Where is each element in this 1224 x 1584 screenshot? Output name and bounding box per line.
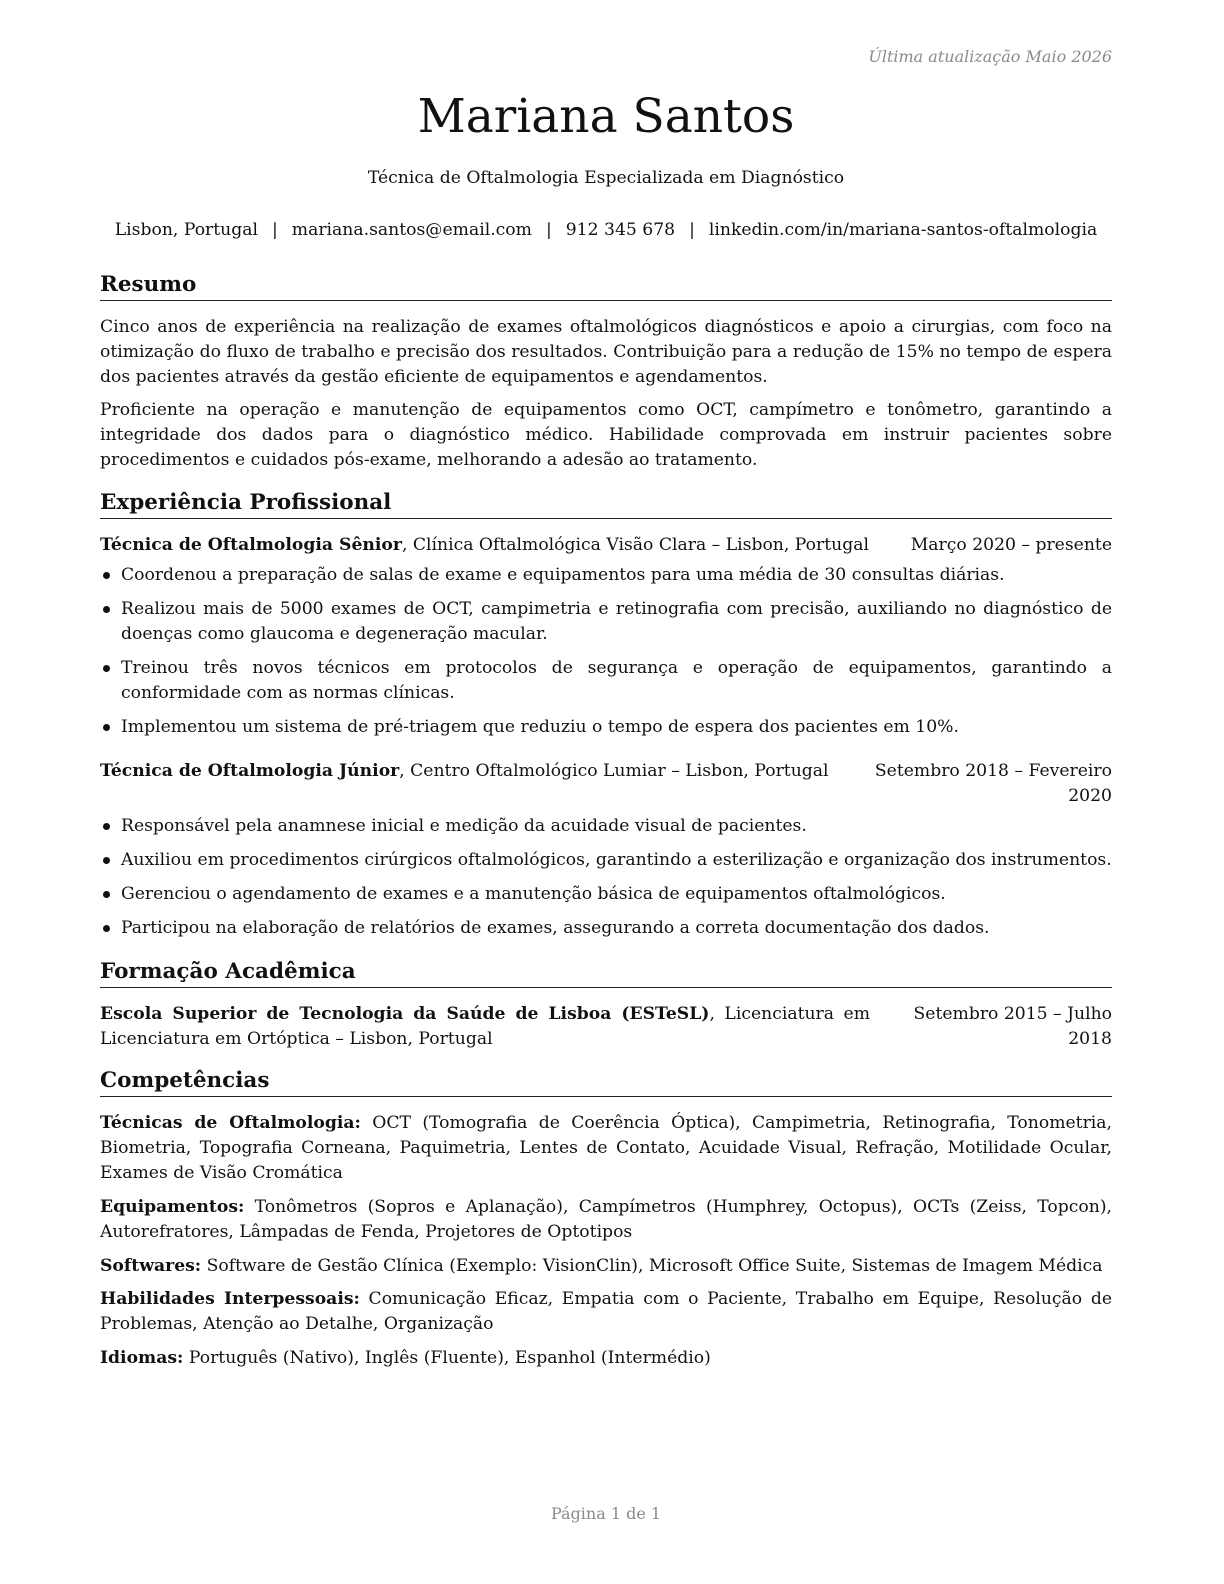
- education-entry: [100, 1002, 1112, 1052]
- list-item: Gerenciou o agendamento de exames e a manutenção básica de equipamentos oftalmológicos.: [100, 882, 1112, 907]
- bullet-icon: [103, 606, 110, 613]
- page-number: Página 1 de 1: [550, 1504, 662, 1523]
- contact-separator: |: [689, 220, 695, 240]
- bullet-icon: [103, 857, 110, 864]
- list-item: Realizou mais de 5000 exames de OCT, campimetria e retinografia com precisão, auxiliando no diagnóstico de doenças como glaucoma e degeneração macular.: [100, 597, 1112, 647]
- job-bullets: [100, 814, 1112, 950]
- bullet-icon: [103, 572, 110, 579]
- job-header: [100, 759, 1112, 809]
- section-title-experience: Experiência Profissional: [100, 489, 1112, 519]
- contact-phone: 912 345 678: [565, 220, 676, 240]
- job-dates: Setembro 2018 – Fevereiro 2020: [874, 761, 1112, 806]
- list-item: Participou na elaboração de relatórios de exames, assegurando a correta documentação dos dados.: [100, 916, 1112, 941]
- contact-location: Lisbon, Portugal: [114, 220, 258, 240]
- skill-label: Habilidades Interpessoais:: [100, 1289, 360, 1309]
- skill-value: Português (Nativo), Inglês (Fluente), Espanhol (Intermédio): [188, 1348, 711, 1368]
- job-role: Técnica de Oftalmologia Júnior: [100, 761, 400, 781]
- job-title-subtitle: Técnica de Oftalmologia Especializada em Diagnóstico: [367, 168, 845, 188]
- job-organization: , Clínica Oftalmológica Visão Clara – Lisbon, Portugal: [401, 535, 869, 555]
- person-name: Mariana Santos: [417, 89, 795, 144]
- section-title-education: Formação Acadêmica: [100, 958, 1112, 988]
- skill-label: Idiomas:: [100, 1348, 184, 1368]
- list-item: Treinou três novos técnicos em protocolos de segurança e operação de equipamentos, garantindo a conformidade com as normas clínicas.: [100, 656, 1112, 706]
- summary-paragraph: Cinco anos de experiência na realização de exames oftalmológicos diagnósticos e apoio a cirurgias, com foco na otimização do fluxo de trabalho e precisão dos resultados. Contribuição para a redução de 15% no tempo de espera dos pacientes através da gestão eficiente de equipamentos e agendamentos.: [100, 317, 1112, 387]
- section-title-summary: Resumo: [100, 271, 1112, 301]
- contact-line: [100, 218, 1112, 243]
- list-item: Responsável pela anamnese inicial e medição da acuidade visual de pacientes.: [100, 814, 1112, 839]
- education-dates: Setembro 2015 – Julho 2018: [913, 1004, 1112, 1049]
- last-updated: Última atualização Maio 2026: [868, 47, 1112, 66]
- job-dates: Março 2020 – presente: [910, 535, 1112, 555]
- job-role: Técnica de Oftalmologia Sênior: [100, 535, 402, 555]
- resume-page: [100, 0, 1112, 1584]
- list-item: Coordenou a preparação de salas de exame e equipamentos para uma média de 30 consultas diárias.: [100, 563, 1112, 588]
- skill-row: [100, 1195, 1112, 1245]
- skill-value: Software de Gestão Clínica (Exemplo: VisionClin), Microsoft Office Suite, Sistemas de Imagem Médica: [206, 1256, 1103, 1276]
- skill-label: Softwares:: [100, 1256, 202, 1276]
- skill-row: [100, 1346, 1112, 1371]
- skill-value: Tonômetros (Sopros e Aplanação), Campímetros (Humphrey, Octopus), OCTs (Zeiss, Topcon), Autorefratores, Lâmpadas de Fenda, Projetores de Optotipos: [100, 1197, 1112, 1242]
- section-title-skills: Competências: [100, 1067, 1112, 1097]
- education-detail: , Licenciatura em Licenciatura em Ortóptica – Lisbon, Portugal: [100, 1004, 870, 1049]
- job-organization: , Centro Oftalmológico Lumiar – Lisbon, Portugal: [399, 761, 829, 781]
- list-item: Auxiliou em procedimentos cirúrgicos oftalmológicos, garantindo a esterilização e organização dos instrumentos.: [100, 848, 1112, 873]
- contact-separator: |: [272, 220, 278, 240]
- contact-linkedin[interactable]: linkedin.com/in/mariana-santos-oftalmologia: [708, 220, 1098, 240]
- job-header: [100, 533, 1112, 558]
- skill-row: [100, 1287, 1112, 1337]
- contact-email[interactable]: mariana.santos@email.com: [291, 220, 532, 240]
- contact-separator: |: [545, 220, 552, 240]
- skill-value: Comunicação Eficaz, Empatia com o Paciente, Trabalho em Equipe, Resolução de Problemas, Atenção ao Detalhe, Organização: [100, 1289, 1112, 1334]
- bullet-icon: [103, 891, 110, 898]
- summary-paragraph: Proficiente na operação e manutenção de equipamentos como OCT, campímetro e tonômetro, garantindo a integridade dos dados para o diagnóstico médico. Habilidade comprovada em instruir pacientes sobre procedimentos e cuidados pós-exame, melhorando a adesão ao tratamento.: [100, 400, 1112, 470]
- skill-row: [100, 1254, 1112, 1279]
- bullet-icon: [103, 724, 110, 731]
- skill-row: [100, 1111, 1112, 1186]
- job-bullets: [100, 563, 1112, 749]
- list-item: Implementou um sistema de pré-triagem que reduziu o tempo de espera dos pacientes em 10%.: [100, 715, 1112, 740]
- bullet-icon: [103, 823, 110, 830]
- education-school: Escola Superior de Tecnologia da Saúde de Lisboa (ESTeSL): [100, 1004, 710, 1024]
- skill-label: Técnicas de Oftalmologia:: [100, 1113, 361, 1133]
- bullet-icon: [103, 925, 110, 932]
- skill-value: OCT (Tomografia de Coerência Óptica), Campimetria, Retinografia, Tonometria, Biometria, Topografia Corneana, Paquimetria, Lentes de Contato, Acuidade Visual, Refração, Motilidade Ocular, Exames de Visão Cromática: [100, 1113, 1112, 1183]
- bullet-icon: [103, 665, 110, 672]
- skill-label: Equipamentos:: [100, 1197, 245, 1217]
